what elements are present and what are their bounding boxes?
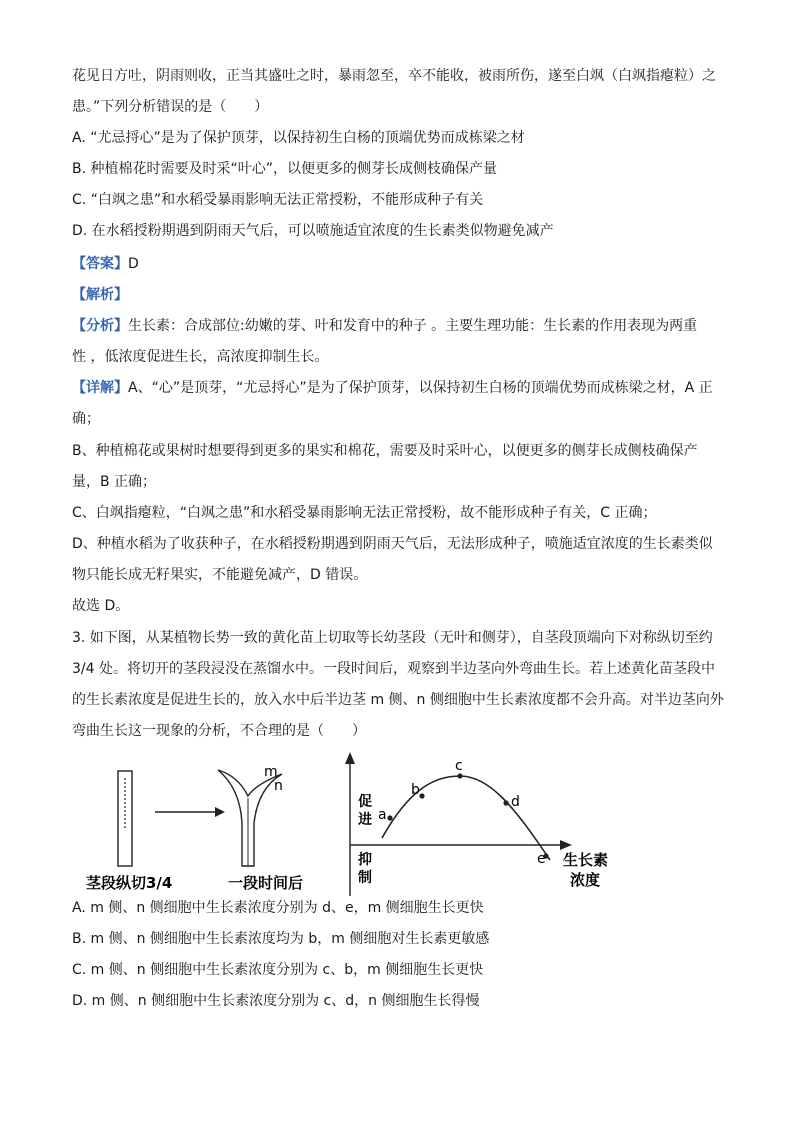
figure	[60, 748, 620, 898]
explain-line: 故选 D。	[72, 598, 130, 614]
analysis-heading	[72, 285, 128, 305]
answer-label: 【答案】	[72, 256, 128, 272]
growth-curve	[382, 776, 550, 860]
point-d	[503, 800, 508, 805]
option-d: D. 在水稻授粉期遇到阴雨天气后，可以喷施适宜浓度的生长素类似物避免减产	[72, 223, 554, 239]
option-c: C. m 侧、n 侧细胞中生长素浓度分别为 c、b，m 侧细胞生长更快	[72, 962, 484, 978]
text-line: 患。”下列分析错误的是（ ）	[72, 99, 269, 115]
answer-line	[72, 254, 139, 274]
y-label-inhibit: 抑制	[358, 852, 372, 886]
arrow-head	[215, 807, 225, 817]
explain-line: 【详解】A、“心”是顶芽，“尤忌捋心”是为了保护顶芽，以保持初生白杨的顶端优势而成栋梁之材，A 正	[72, 380, 713, 396]
option-a: A. m 侧、n 侧细胞中生长素浓度分别为 d、e，m 侧细胞生长更快	[72, 900, 484, 916]
option-a: A. “尤忌捋心”是为了保护顶芽，以保持初生白杨的顶端优势而成栋梁之材	[72, 130, 525, 146]
explain-line: C、白飒指瘪粒，“白飒之患”和水稻受暴雨影响无法正常授粉，故不能形成种子有关，C 正确；	[72, 505, 657, 521]
explain-line: 量，B 正确；	[72, 474, 157, 490]
q3-line: 3. 如下图，从某植物长势一致的黄化苗上切取等长幼茎段（无叶和侧芽），自茎段顶端向下对称纵切至约	[72, 630, 713, 646]
q3-line: 3/4 处。将切开的茎段浸没在蒸馏水中。一段时间后，观察到半边茎向外弯曲生长。若上述黄化苗茎段中	[72, 661, 715, 677]
answer-value: D	[128, 256, 139, 272]
point-b	[419, 793, 424, 798]
y-label-promote: 促进	[358, 794, 372, 828]
explain-line: 确；	[72, 411, 100, 427]
label-n: n	[274, 778, 283, 794]
option-b: B. 种植棉花时需要及时采“叶心”，以便更多的侧芽长成侧枝确保产量	[72, 161, 498, 177]
text-line: 花见日方吐，阴雨则收，正当其盛吐之时，暴雨忽至，卒不能收，被雨所伤，遂至白飒（白飒指瘪粒）之	[72, 68, 716, 84]
q3-line: 的生长素浓度是促进生长的，放入水中后半边茎 m 侧、n 侧细胞中生长素浓度都不会升高。对半边茎向外	[72, 692, 724, 708]
label-m: m	[264, 764, 278, 780]
point-a	[387, 815, 392, 820]
explain-line: D、种植水稻为了收获种子，在水稻授粉期遇到阴雨天气后，无法形成种子，喷施适宜浓度的生长素类似	[72, 536, 713, 552]
point-c-label: c	[455, 758, 463, 774]
option-c: C. “白飒之患”和水稻受暴雨影响无法正常授粉，不能形成种子有关	[72, 192, 484, 208]
x-axis-arrow	[560, 840, 572, 850]
q3-line: 弯曲生长这一现象的分析，不合理的是（ ）	[72, 723, 366, 739]
bent-stem	[218, 770, 282, 866]
point-d-label: d	[511, 794, 520, 810]
point-b-label: b	[411, 782, 420, 798]
x-axis-label: 生长素浓度	[563, 851, 609, 889]
option-d: D. m 侧、n 侧细胞中生长素浓度分别为 c、d，n 侧细胞生长得慢	[72, 993, 480, 1009]
caption-left: 茎段纵切3/4	[86, 874, 173, 892]
point-a-label: a	[378, 807, 387, 823]
analysis-label: 【解析】	[72, 287, 128, 303]
explain-line: B、种植棉花或果树时想要得到更多的果实和棉花，需要及时采叶心，以便更多的侧芽长成侧枝确保产	[72, 443, 698, 459]
explain-line: 性 ，低浓度促进生长，高浓度抑制生长。	[72, 349, 329, 365]
explain-line: 物只能长成无籽果实，不能避免减产，D 错误。	[72, 567, 368, 583]
option-b: B. m 侧、n 侧细胞中生长素浓度均为 b，m 侧细胞对生长素更敏感	[72, 931, 490, 947]
y-axis-arrow	[345, 752, 355, 764]
explain-line: 【分析】生长素：合成部位:幼嫩的芽、叶和发育中的种子 。主要生理功能：生长素的作用表现为两重	[72, 318, 698, 334]
caption-mid: 一段时间后	[228, 874, 304, 892]
point-e-label: e	[537, 851, 546, 867]
point-c	[457, 773, 462, 778]
